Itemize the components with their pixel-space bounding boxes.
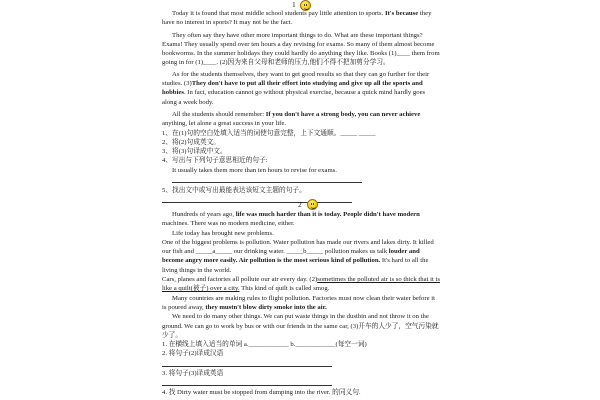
section-2-paragraph-6: We need to do many other things. We can put waste things in the dustbin and not throw it on the ground. We can go to work by bus or with our friends in the same car, (3)开车的人少了，空气污染就少了。 <box>162 313 439 339</box>
section-2-paragraph-2: Life today has brought new problems. <box>172 229 274 237</box>
answer-line <box>162 195 352 203</box>
section-1-paragraph-1: Today it is found that most middle school students pay little attention to sports. It's because they have no interest in sports? It may not be the fact. <box>162 10 432 27</box>
question-2: 2. 将句子(2)译成汉语 <box>162 350 224 358</box>
answer-line <box>172 175 362 183</box>
question-4: 4. 找 Dirty water must be stopped from dumping into the river. 的同义句. <box>162 389 361 397</box>
section-2-paragraph-4: Cars, planes and factories all pollute our air every day. (2)sometimes the polluted air is so thick that it is like a quilt(被子) over a city. This kind of quilt is called smog. <box>162 276 440 293</box>
section-2-paragraph-1: Hundreds of years ago, life was much harder than it is today. People didn't have modern machines. There was no modern medicine, either. <box>162 211 420 228</box>
section-1-paragraph-3: As for the students themselves, they want to get good results so that they can go further for their studies. (3)They don't have to put all their effort into studying and give up all the sports and hobbies. In fact, education cannot go without physical exercise, because a quick mind hardly goes along a week body. <box>162 70 430 106</box>
question-5: 5、找出文中或写出最能表达该短文主题的句子。 <box>162 187 306 195</box>
question-4: 4、写出与下列句子意思相近的句子: <box>162 157 268 165</box>
section-2 <box>162 210 440 397</box>
question-4-sentence: It usually takes them more than ten hours to revise for exams. <box>172 166 337 174</box>
question-3: 3、将(3)句译成中文。 <box>162 148 227 156</box>
section-1-paragraph-2: They often say they have other more important things to do. What are these important things? Exams! They usually spend over ten hours a day revising for exams. So many of them almost become bookworms. In the summer holidays they could hardly do anything they like. Books (1)____ them from going in for (1)____. (2)因为来自父母和老师的压力,他们不得不把加剪分学习。 <box>162 31 440 67</box>
section-1-paragraph-4: All the students should remember: If you don't have a strong body, you can never achieve anything, let alone a great success in your life. <box>162 110 421 128</box>
section-1 <box>162 9 440 203</box>
answer-line <box>162 359 332 367</box>
question-1: 1、在(1)句的空白处填入适当的词使句意完整，上下文通顺。_____ _____ <box>162 129 376 137</box>
smiley-icon <box>307 199 318 210</box>
section-2-paragraph-5: Many countries are making rules to flight pollution. Factories must now clean their water before it is poured away, they mustn't blow dirty smoke into the air. <box>162 294 435 311</box>
section-1-number: 1 <box>292 0 296 9</box>
section-2-paragraph-3: One of the biggest problems is pollution. Water pollution has made our rivers and lakes dirty. It killed our fish and _____a_____ our drinking water. _____b_____ pollution makes us talk louder and become angry more easily. Air pollution is the most serious kind of pollution. It's hard to all the living things in the world. <box>162 238 434 274</box>
question-1: 1. 在横线上填入适当的单词 a.____________ b.____________(每空一词) <box>162 341 367 349</box>
section-2-number: 2 <box>298 200 302 209</box>
answer-line <box>162 378 332 386</box>
question-3: 3. 将句子(3)译成英语 <box>162 369 224 377</box>
question-2: 2、将(2)句成英文。 <box>162 138 220 146</box>
